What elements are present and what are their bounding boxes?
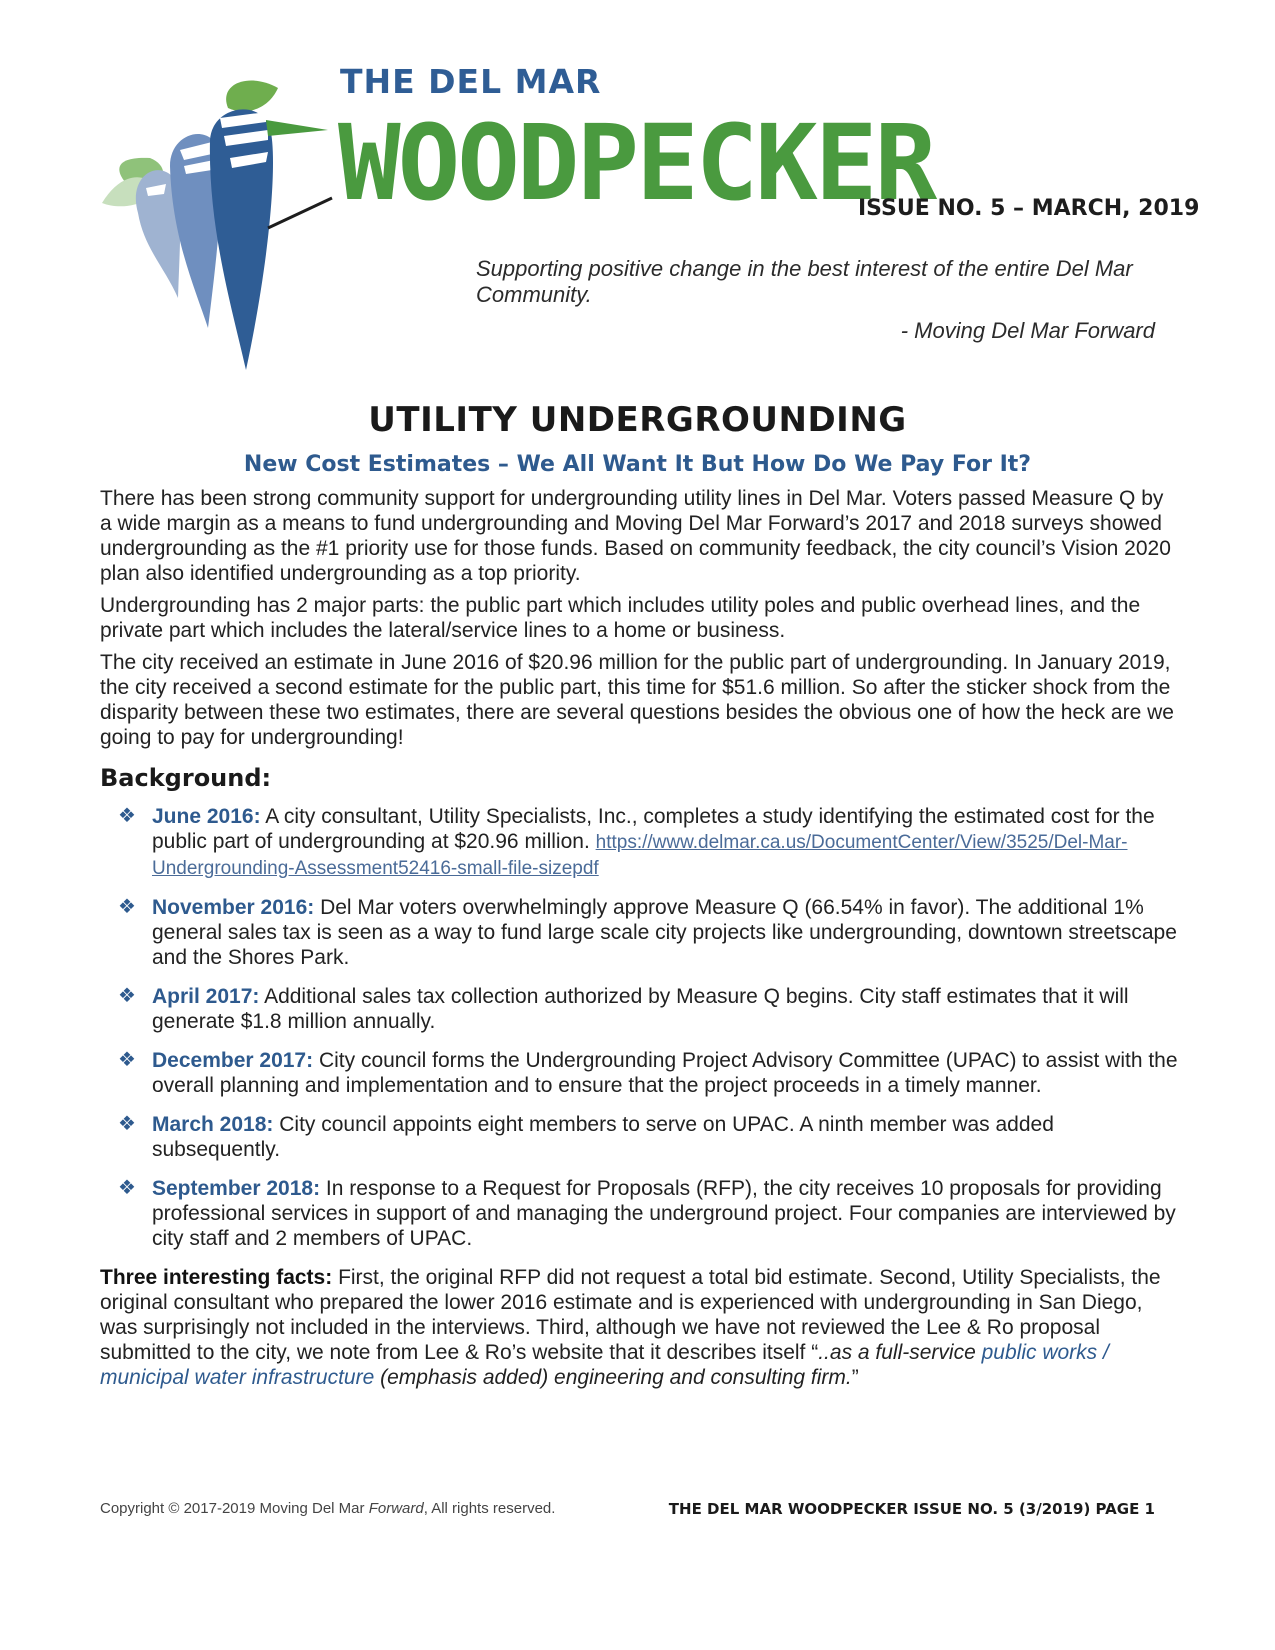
diamond-bullet-icon: ❖ bbox=[118, 896, 136, 918]
article-title: UTILITY UNDERGROUNDING bbox=[368, 400, 907, 440]
timeline-item bbox=[118, 1112, 1180, 1162]
diamond-bullet-icon: ❖ bbox=[118, 1049, 136, 1071]
article-body bbox=[100, 486, 1180, 1397]
facts-label: Three interesting facts: bbox=[100, 1266, 333, 1289]
timeline-date: April 2017: bbox=[152, 985, 260, 1008]
background-heading: Background: bbox=[100, 764, 272, 792]
timeline-date: November 2016: bbox=[152, 896, 315, 919]
copyright-prefix: Copyright © 2017-2019 Moving Del Mar bbox=[100, 1500, 369, 1517]
quote-start: ..as a full-service bbox=[818, 1341, 982, 1364]
assessment-link[interactable]: https://www.delmar.ca.us/DocumentCenter/View/3525/Del-Mar-Undergrounding-Assessment52416-small-file-sizepdf bbox=[152, 832, 1128, 879]
diamond-bullet-icon: ❖ bbox=[118, 985, 136, 1007]
quote-emphasis: public works / municipal water infrastructure bbox=[100, 1341, 1109, 1389]
timeline-text: Additional sales tax collection authorized by Measure Q begins. City staff estimates that it will generate $1.8 million annually. bbox=[152, 985, 1129, 1033]
diamond-bullet-icon: ❖ bbox=[118, 805, 136, 827]
copyright-suffix: , All rights reserved. bbox=[423, 1500, 556, 1517]
tagline: Supporting positive change in the best interest of the entire Del Mar Community. bbox=[476, 256, 1133, 307]
timeline-list bbox=[100, 804, 1180, 1251]
timeline-text: In response to a Request for Proposals (RFP), the city receives 10 proposals for providing professional services in support of and managing the underground project. Four companies are interviewed by city staff and 2 members of UPAC. bbox=[152, 1177, 1176, 1250]
timeline-date: December 2017: bbox=[152, 1049, 314, 1072]
copyright bbox=[100, 1500, 555, 1517]
timeline-item bbox=[118, 895, 1180, 970]
masthead bbox=[0, 0, 1275, 380]
timeline-date: March 2018: bbox=[152, 1113, 274, 1136]
timeline-text: Del Mar voters overwhelmingly approve Measure Q (66.54% in favor). The additional 1% general sales tax is seen as a way to fund large scale city projects like undergrounding, downtown streetscape and the Shores Park. bbox=[152, 896, 1177, 969]
parts-paragraph: Undergrounding has 2 major parts: the public part which includes utility poles and public overhead lines, and the private part which includes the lateral/service lines to a home or business. bbox=[100, 594, 1141, 642]
facts-text: First, the original RFP did not request a total bid estimate. Second, Utility Specialists, the original consultant who prepared the lower 2016 estimate and is experienced with undergrounding in San Diego, was surprisingly not included in the interviews. Third, although we have not reviewed the Lee & Ro proposal submitted to the city, we note from Lee & Ro’s website that it describes itself “ bbox=[100, 1266, 1161, 1364]
copyright-italic: Forward bbox=[368, 1500, 424, 1517]
diamond-bullet-icon: ❖ bbox=[118, 1113, 136, 1135]
timeline-item bbox=[118, 1176, 1180, 1251]
timeline-date: September 2018: bbox=[152, 1177, 321, 1200]
woodpecker-logo-icon bbox=[100, 78, 340, 370]
intro-paragraph: There has been strong community support for undergrounding utility lines in Del Mar. Voters passed Measure Q by a wide margin as a means to fund undergrounding and Moving Del Mar Forward’s 2017 and 2018 surveys showed undergrounding as the #1 priority use for those funds. Based on community feedback, the city council’s Vision 2020 plan also identified undergrounding as a top priority. bbox=[100, 487, 1171, 585]
timeline-item bbox=[118, 1048, 1180, 1098]
timeline-item bbox=[118, 984, 1180, 1034]
timeline-text: A city consultant, Utility Specialists, Inc., completes a study identifying the estimated cost for the public part of undergrounding at $20.96 million. bbox=[152, 805, 1155, 853]
quote-close: ” bbox=[851, 1366, 859, 1389]
facts-paragraph bbox=[100, 1265, 1180, 1390]
timeline-date: June 2016: bbox=[152, 805, 261, 828]
masthead-top-line: THE DEL MAR bbox=[340, 62, 602, 101]
article-subtitle: New Cost Estimates – We All Want It But How Do We Pay For It? bbox=[243, 452, 1032, 477]
tagline-author: - Moving Del Mar Forward bbox=[900, 318, 1155, 343]
diamond-bullet-icon: ❖ bbox=[118, 1177, 136, 1199]
issue-label: ISSUE NO. 5 – MARCH, 2019 bbox=[858, 196, 1200, 221]
page-label: THE DEL MAR WOODPECKER ISSUE NO. 5 (3/2019) PAGE 1 bbox=[668, 1500, 1155, 1518]
timeline-text: City council forms the Undergrounding Project Advisory Committee (UPAC) to assist with the overall planning and implementation and to ensure that the project proceeds in a timely manner. bbox=[152, 1049, 1178, 1097]
masthead-title: WOODPECKER bbox=[338, 102, 935, 224]
estimates-paragraph: The city received an estimate in June 2016 of $20.96 million for the public part of undergrounding. In January 2019, the city received a second estimate for the public part, this time for $51.6 million. So after the sticker shock from the disparity between these two estimates, there are several questions besides the obvious one of how the heck are we going to pay for undergrounding! bbox=[100, 651, 1174, 749]
timeline-item bbox=[118, 804, 1180, 881]
timeline-text: City council appoints eight members to serve on UPAC. A ninth member was added subsequently. bbox=[152, 1113, 1054, 1161]
quote-end: (emphasis added) engineering and consulting firm. bbox=[374, 1366, 852, 1389]
